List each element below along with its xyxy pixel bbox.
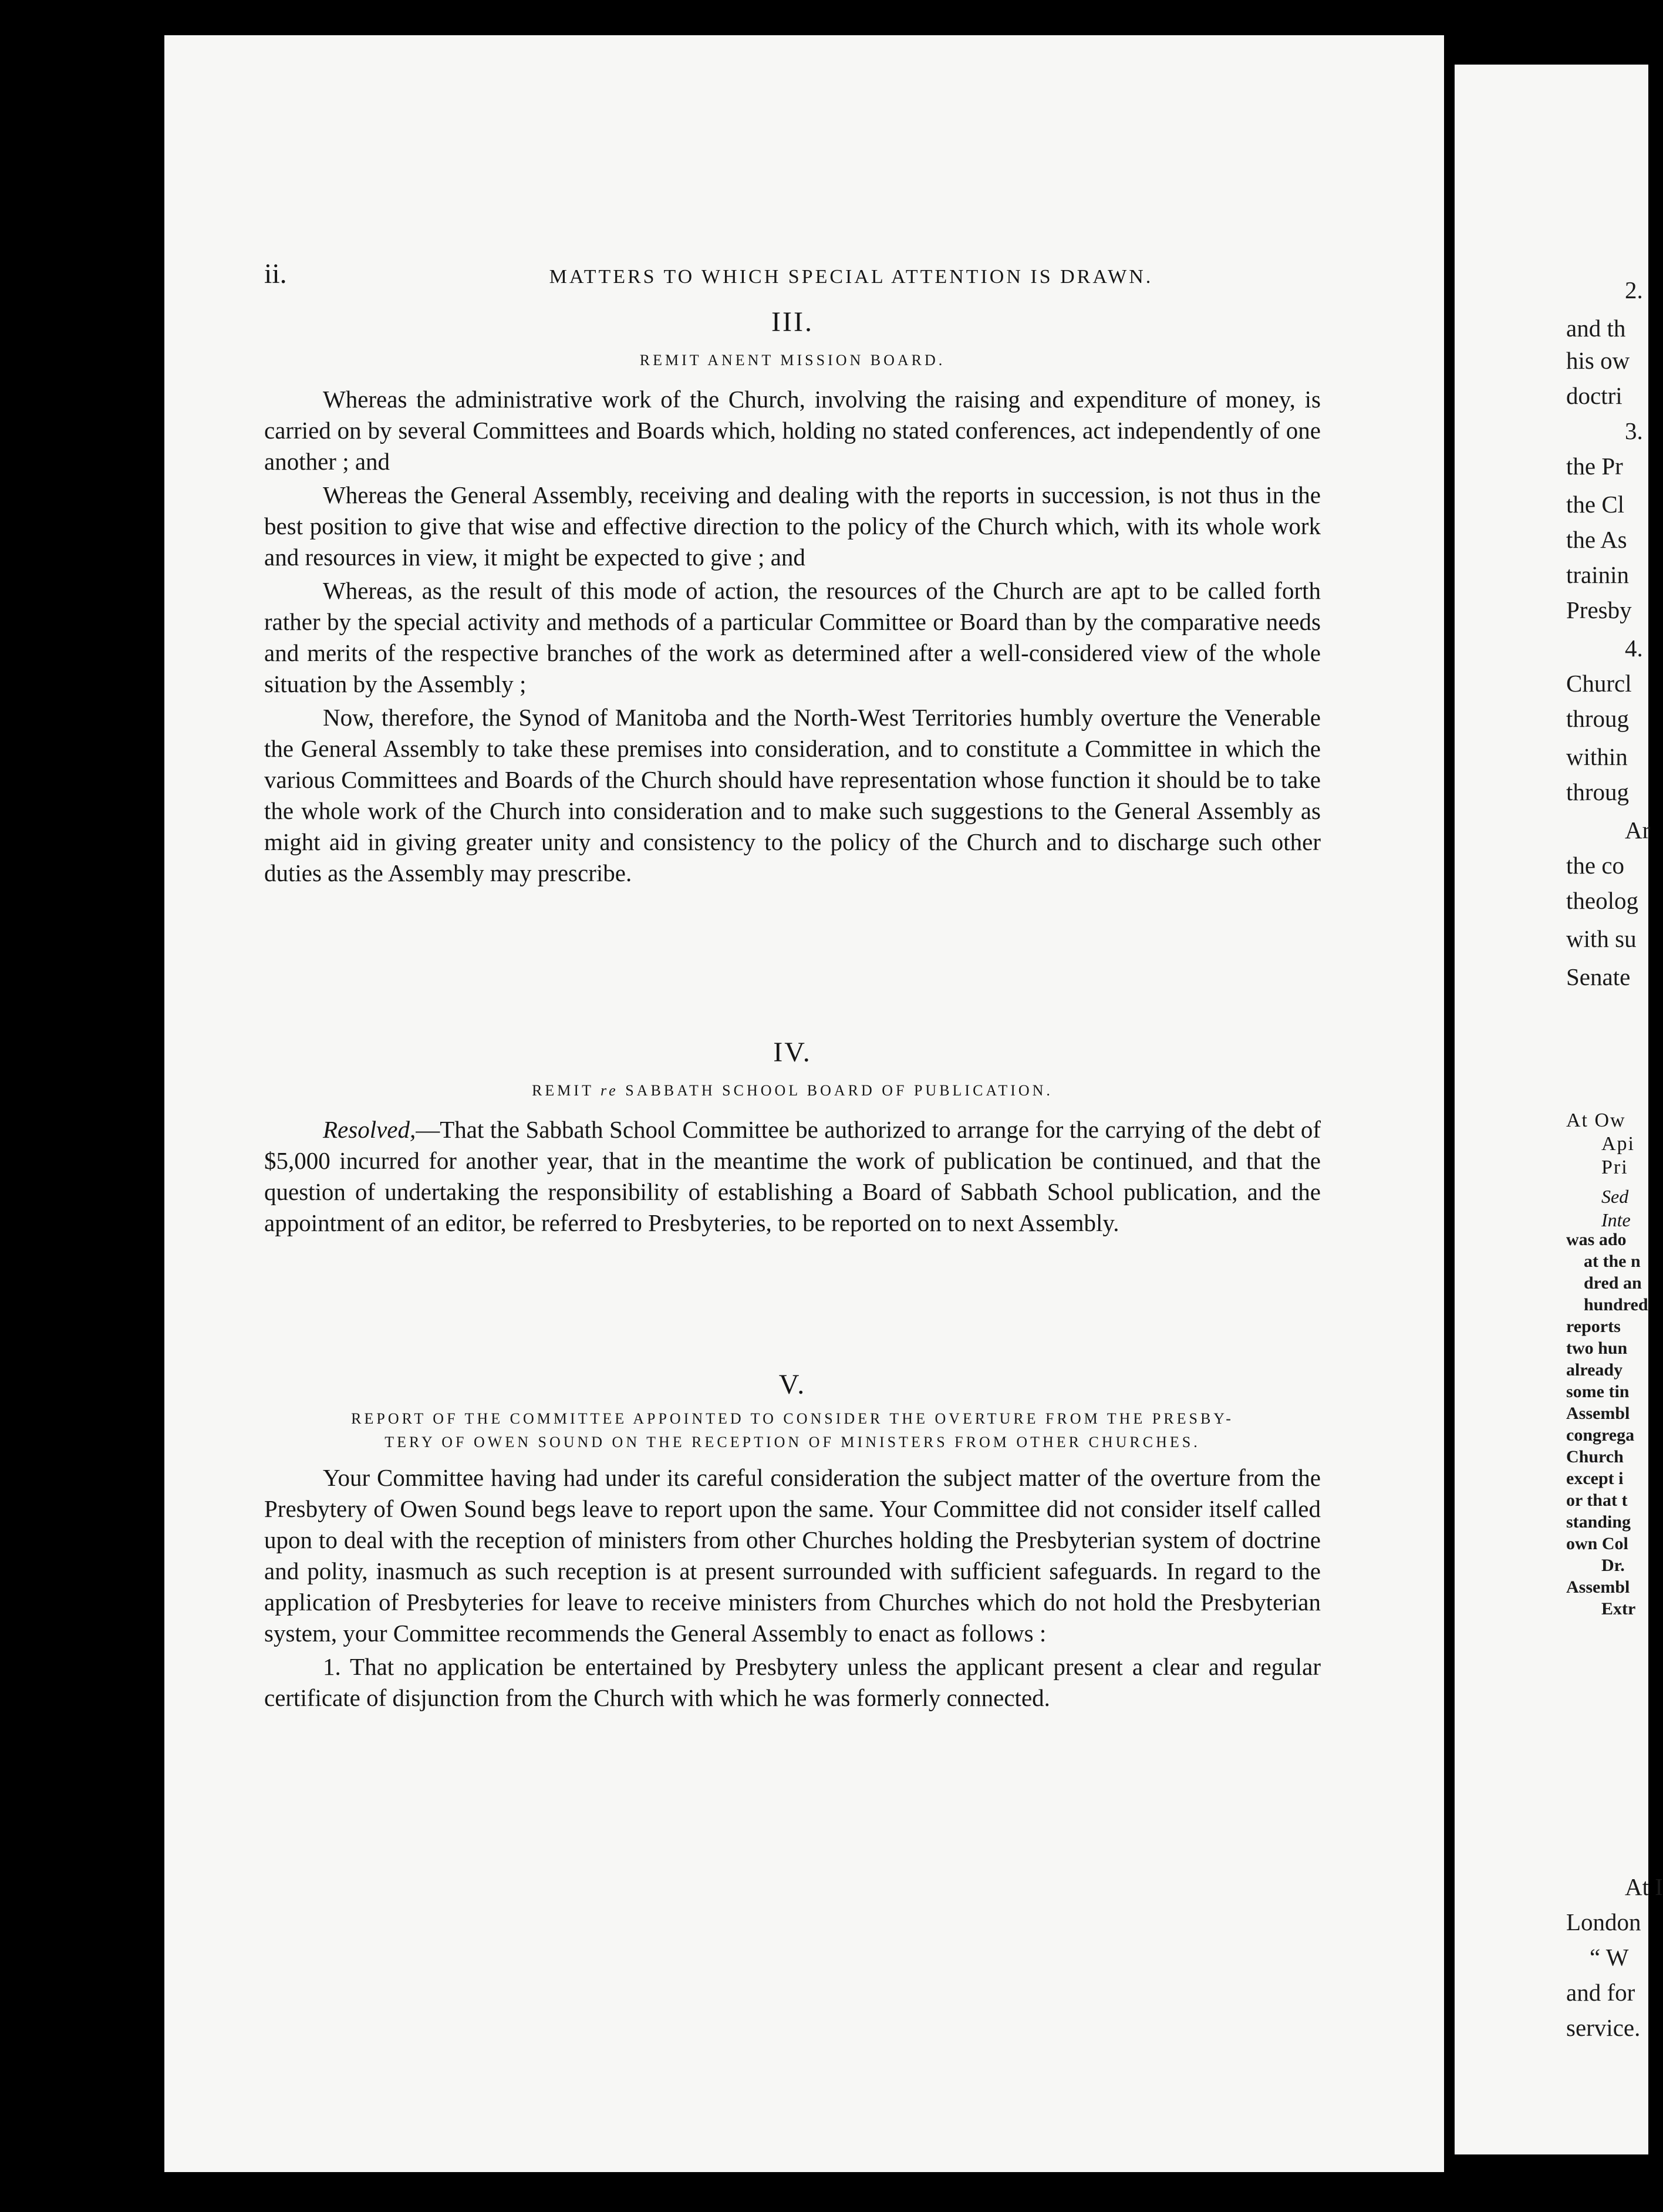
right-page-small-text-fragment: own Col [1566,1534,1628,1553]
right-page-small-text-fragment: already [1566,1360,1623,1380]
right-page-text-fragment: London [1566,1908,1641,1936]
right-page-text-fragment: service. [1566,2014,1641,2041]
paragraph: Whereas the administrative work of the Church, involving the raising and expenditure of money, is carried on by several Committees and Boards which, holding no stated conferences, act independently of one another ; and [264,386,1321,475]
right-page-text-fragment: within [1566,743,1628,770]
right-page-small-text-fragment: reports [1566,1317,1621,1336]
right-page-text-fragment: At I [1625,1873,1663,1900]
left-page [164,35,1444,2172]
section-title-line: REPORT OF THE COMMITTEE APPOINTED TO CONSIDER THE OVERTURE FROM THE PRESBY- [351,1410,1234,1427]
right-page-small-text-fragment: two hun [1566,1338,1628,1358]
right-page [1455,65,1663,2154]
right-page-text-fragment: Ar [1625,817,1651,844]
right-page-small-text-fragment: Assembl [1566,1404,1630,1423]
section-title-suffix: SABBATH SCHOOL BOARD OF PUBLICATION. [625,1082,1053,1099]
resolved-label: Resolved, [323,1116,416,1143]
right-page-small-text-fragment: Extr [1601,1599,1636,1618]
page-header [264,258,1321,292]
section-number-iv: IV. [773,1037,812,1068]
right-page-small-text-fragment: congrega [1566,1425,1635,1445]
right-page-text-fragment: trainin [1566,561,1630,588]
right-page-text-fragment: the Cl [1566,491,1625,518]
book-spine [1444,0,1455,2212]
right-page-text-fragment: Presby [1566,596,1632,623]
paragraph: Your Committee having had under its careful consideration the subject matter of the overture from the Presbytery of Owen Sound begs leave to report upon the same. Your Committee did not consider itself called upon to deal with the reception of ministers from other Churches holding the Presbyterian system of doctrine and polity, inasmuch as such reception is at present surrounded with sufficient safeguards. In regard to the application of Presbyteries for leave to receive ministers from Churches which do not hold the Presbyterian system, your Committee recommends the General Assembly to enact as follows : [264,1464,1321,1647]
right-page-heading-fragment: Api [1601,1133,1635,1155]
right-page-small-text-fragment: dred an [1584,1273,1642,1293]
right-page-small-text-fragment: was ado [1566,1230,1627,1249]
right-page-text-fragment: the Pr [1566,453,1623,480]
right-page-small-text-fragment: or that t [1566,1491,1628,1510]
right-page-text-fragment: 4. [1625,635,1643,662]
section-number-iii: III. [771,306,814,338]
right-page-text-fragment: with su [1566,925,1637,952]
right-page-small-text-fragment: at the n [1584,1252,1641,1271]
paragraph: Whereas the General Assembly, receiving and dealing with the reports in succession, is not thus in the best position to give that wise and effective direction to the policy of the Church which, with its whole work and resources in view, it might be expected to give ; and [264,481,1321,571]
page-number: ii. [264,258,287,289]
section-number-v: V. [778,1369,807,1400]
right-page-text-fragment: theolog [1566,887,1638,914]
right-page-heading-fragment: At Ow [1566,1110,1626,1131]
right-page-text-fragment: his ow [1566,347,1630,374]
right-page-small-text-fragment: hundred [1584,1295,1648,1314]
right-page-small-text-fragment: Church [1566,1447,1624,1466]
section-title-iii: REMIT ANENT MISSION BOARD. [639,352,946,369]
right-page-italic-fragment: Inte [1601,1209,1631,1230]
section-title-iv [264,1075,1321,1106]
right-page-text-fragment: Churcl [1566,670,1632,697]
right-page-text-fragment: throug [1566,705,1630,732]
right-page-small-text-fragment: except i [1566,1469,1624,1488]
section-title-italic: re [601,1082,619,1099]
right-page-text-fragment: 3. [1625,417,1643,444]
paragraph: Now, therefore, the Synod of Manitoba and the North-West Territories humbly overture the Venerable the General Assembly to take these premises into consideration, and to constitute a Committee in which the various Committees and Boards of the Church should have representation whose function it should be to take the whole work of the Church into consideration and to make such suggestions to the General Assembly as might aid in giving greater unity and consistency to the policy of the Church and to discharge such other duties as the Assembly may prescribe. [264,704,1321,886]
resolution-paragraph [264,1114,1321,1239]
running-head: MATTERS TO WHICH SPECIAL ATTENTION IS DRAWN. [549,266,1153,288]
left-page-content [264,258,1321,1716]
right-page-text-fragment: and th [1566,315,1626,342]
right-page-text-fragment: the As [1566,526,1627,553]
right-page-text-fragment: 2. [1625,276,1643,304]
right-page-small-text-fragment: standing [1566,1512,1631,1532]
right-page-text-fragment: throug [1566,778,1630,805]
right-page-italic-fragment: Sed [1601,1186,1629,1207]
right-page-text-fragment: “ W [1590,1944,1629,1971]
paragraph: Whereas, as the result of this mode of action, the resources of the Church are apt to be called forth rather by the special activity and methods of a particular Committee or Board than by the comparative needs and merits of the respective branches of the work as determined after a well-considered view of the whole situation by the Assembly ; [264,577,1321,697]
right-page-small-text-fragment: some tin [1566,1382,1630,1401]
paragraph: 1. That no application be entertained by Presbytery unless the applicant present a clear and regular certificate of disjunction from the Church with which he was formerly connected. [264,1653,1321,1711]
right-page-heading-fragment: Pri [1601,1156,1628,1178]
section-title-v [264,1407,1321,1454]
section-title-line: TERY OF OWEN SOUND ON THE RECEPTION OF MINISTERS FROM OTHER CHURCHES. [384,1434,1200,1451]
right-page-text-fragment: doctri [1566,382,1622,409]
right-page-text-fragment: Senate [1566,963,1631,990]
section-title-prefix: REMIT [532,1082,594,1099]
right-page-small-text-fragment: Dr. [1601,1556,1625,1575]
right-page-text-fragment: the co [1566,852,1625,879]
right-page-small-text-fragment: Assembl [1566,1577,1630,1597]
resolution-text: —That the Sabbath School Committee be authorized to arrange for the carrying of the debt of $5,000 incurred for another year, that in the meantime the work of publication be continued, and that the question of undertaking the responsibility of establishing a Board of Sabbath School publication, and the appointment of an editor, be referred to Presbyteries, to be reported on to next Assembly. [264,1116,1321,1236]
right-page-text-fragment: and for [1566,1979,1635,2006]
